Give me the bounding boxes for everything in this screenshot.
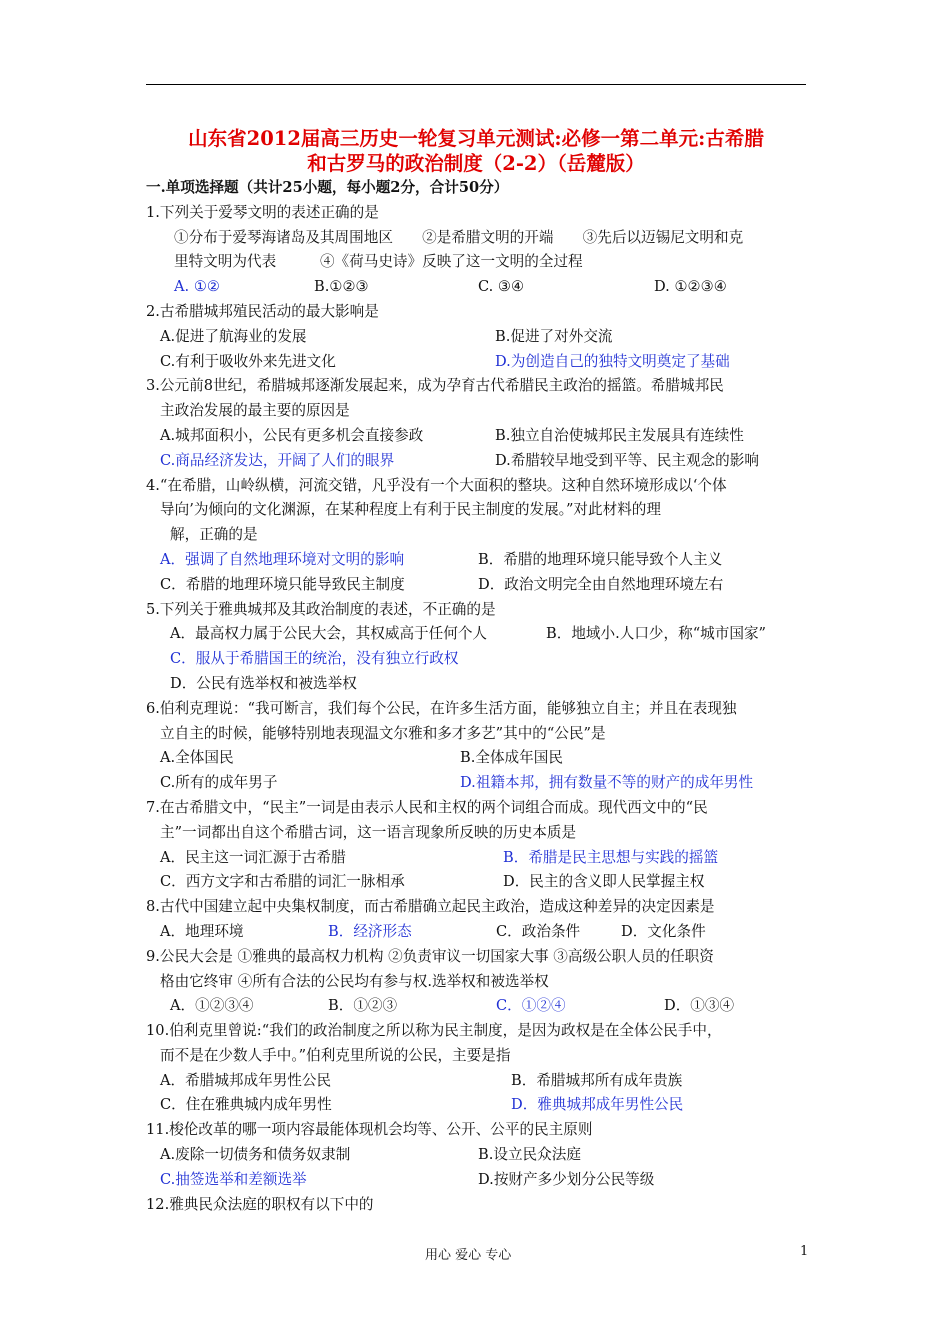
q6-option-c: C.所有的成年男子 xyxy=(160,774,278,792)
q3-stem-2: 主政治发展的最主要的原因是 xyxy=(160,402,350,420)
q1-stem: 1.下列关于爱琴文明的表述正确的是 xyxy=(146,203,379,221)
footer-text: 用心 爱心 专心 xyxy=(425,1248,512,1263)
q1-option-d: D. ①②③④ xyxy=(654,278,727,296)
q1-statement-1: ①分布于爱琴海诸岛及其周围地区 ②是希腊文明的开端 ③先后以迈锡尼文明和克 xyxy=(174,228,744,246)
q4-stem-3: 解，正确的是 xyxy=(170,526,258,544)
q4-option-c: C．希腊的地理环境只能导致民主制度 xyxy=(160,575,405,593)
q3-option-b: B.独立自治使城邦民主发展具有连续性 xyxy=(495,426,744,444)
q4-option-a: A．强调了自然地理环境对文明的影响 xyxy=(160,550,405,568)
q7-stem-2: 主”一词都出自这个希腊古词，这一语言现象所反映的历史本质是 xyxy=(160,823,577,841)
q9-option-b: B．①②③ xyxy=(328,997,398,1015)
q2-option-b: B.促进了对外交流 xyxy=(495,327,613,345)
q7-option-c: C．西方文字和古希腊的词汇一脉相承 xyxy=(160,873,405,891)
q7-options-row2 xyxy=(146,870,814,895)
q2-option-d: D.为创造自己的独特文明奠定了基础 xyxy=(495,352,730,370)
q9-options xyxy=(146,994,814,1019)
q2-option-a: A.促进了航海业的发展 xyxy=(160,327,307,345)
q3-option-c: C.商品经济发达，开阔了人们的眼界 xyxy=(160,451,395,469)
q5-option-d: D．公民有选举权和被选举权 xyxy=(170,674,357,692)
q3-option-d: D.希腊较早地受到平等、民主观念的影响 xyxy=(495,451,759,469)
q1-option-a: A. ①② xyxy=(174,278,220,296)
q3-stem-1: 3.公元前8世纪，希腊城邦逐渐发展起来，成为孕育古代希腊民主政治的摇篮。希腊城邦民 xyxy=(146,377,724,395)
q3-options-row2 xyxy=(146,449,814,474)
q7-options-row1 xyxy=(146,846,814,871)
q12-stem: 12.雅典民众法庭的职权有以下中的 xyxy=(146,1195,374,1213)
q4-options-row1 xyxy=(146,548,814,573)
q6-options-row1 xyxy=(146,746,814,771)
q11-option-c: C.抽签选举和差额选举 xyxy=(160,1170,307,1188)
q10-stem-2: 而不是在少数人手中。”伯利克里所说的公民，主要是指 xyxy=(160,1046,511,1064)
q5-option-c: C．服从于希腊国王的统治，没有独立行政权 xyxy=(170,650,459,668)
q10-options-row2 xyxy=(146,1093,814,1118)
page-number: 1 xyxy=(800,1244,809,1259)
q10-option-d: D．雅典城邦成年男性公民 xyxy=(511,1096,684,1114)
q10-stem-1: 10.伯利克里曾说:“我们的政治制度之所以称为民主制度，是因为政权是在全体公民手中， xyxy=(146,1022,722,1040)
q6-option-a: A.全体国民 xyxy=(160,749,234,767)
q6-stem-1: 6.伯利克理说：“我可断言，我们每个公民，在许多生活方面，能够独立自主；并且在表现独 xyxy=(146,699,737,717)
q11-options-row2 xyxy=(146,1168,814,1193)
section-heading: 一.单项选择题（共计25小题，每小题2分，合计50分） xyxy=(146,179,509,196)
q11-stem: 11.梭伦改革的哪一项内容最能体现机会均等、公开、公平的民主原则 xyxy=(146,1121,593,1139)
q5-options-row3 xyxy=(146,672,814,697)
question-list xyxy=(146,176,814,1217)
q11-option-a: A.废除一切债务和债务奴隶制 xyxy=(160,1146,351,1164)
q2-options-row1 xyxy=(146,325,814,350)
q5-option-b: B．地域小.人口少，称“城市国家” xyxy=(546,625,767,643)
q2-stem: 2.古希腊城邦殖民活动的最大影响是 xyxy=(146,302,379,320)
q5-options-row1 xyxy=(146,622,814,647)
q9-stem-1: 9.公民大会是 ①雅典的最高权力机构 ②负责审议一切国家大事 ③高级公职人员的任职资 xyxy=(146,947,714,965)
q4-option-d: D．政治文明完全由自然地理环境左右 xyxy=(478,575,724,593)
q7-stem-1: 7.在古希腊文中，“民主”一词是由表示人民和主权的两个词组合而成。现代西文中的“民 xyxy=(146,798,708,816)
q8-option-d: D．文化条件 xyxy=(621,922,706,940)
q8-option-b: B．经济形态 xyxy=(328,922,412,940)
q2-options-row2 xyxy=(146,350,814,375)
q1-options xyxy=(146,275,814,300)
q6-option-d: D.祖籍本邦，拥有数量不等的财产的成年男性 xyxy=(460,774,754,792)
header-rule xyxy=(146,84,806,85)
q8-options xyxy=(146,920,814,945)
q11-option-d: D.按财产多少划分公民等级 xyxy=(478,1170,655,1188)
q4-stem-2: 导向’为倾向的文化渊源，在某种程度上有利于民主制度的发展。”对此材料的理 xyxy=(160,501,661,519)
q4-options-row2 xyxy=(146,573,814,598)
q9-stem-2: 格由它终审 ④所有合法的公民均有参与权.选举权和被选举权 xyxy=(160,972,549,990)
q9-option-a: A．①②③④ xyxy=(170,997,254,1015)
title-line-2: 和古罗马的政治制度（2-2）（岳麓版） xyxy=(307,152,645,175)
q11-option-b: B.设立民众法庭 xyxy=(478,1146,581,1164)
q1-statement-2: 里特文明为代表 ④《荷马史诗》反映了这一文明的全过程 xyxy=(174,253,583,271)
q10-option-b: B．希腊城邦所有成年贵族 xyxy=(511,1071,683,1089)
q4-option-b: B．希腊的地理环境只能导致个人主义 xyxy=(478,550,723,568)
q9-option-c: C．①②④ xyxy=(496,997,566,1015)
q1-option-b: B.①②③ xyxy=(314,278,369,296)
q6-options-row2 xyxy=(146,771,814,796)
q8-option-a: A．地理环境 xyxy=(160,922,244,940)
q4-stem-1: 4.“在希腊，山岭纵横，河流交错，凡乎没有一个大面积的整块。这种自然环境形成以‘个体 xyxy=(146,476,727,494)
q5-options-row2 xyxy=(146,647,814,672)
q7-option-d: D．民主的含义即人民掌握主权 xyxy=(503,873,705,891)
q10-options-row1 xyxy=(146,1069,814,1094)
q3-options-row1 xyxy=(146,424,814,449)
q5-option-a: A．最高权力属于公民大会，其权威高于任何个人 xyxy=(170,625,488,643)
q6-option-b: B.全体成年国民 xyxy=(460,749,563,767)
q2-option-c: C.有利于吸收外来先进文化 xyxy=(160,352,336,370)
q11-options-row1 xyxy=(146,1143,814,1168)
q9-option-d: D．①③④ xyxy=(664,997,735,1015)
q3-option-a: A.城邦面积小，公民有更多机会直接参政 xyxy=(160,426,424,444)
q6-stem-2: 立自主的时候，能够特别地表现温文尔雅和多才多艺”其中的“公民”是 xyxy=(160,724,606,742)
q5-stem: 5.下列关于雅典城邦及其政治制度的表述，不正确的是 xyxy=(146,600,496,618)
q1-option-c: C. ③④ xyxy=(478,278,525,296)
q8-option-c: C．政治条件 xyxy=(496,922,581,940)
q8-stem: 8.古代中国建立起中央集权制度，而古希腊确立起民主政治，造成这种差异的决定因素是 xyxy=(146,898,715,916)
title-line-1: 山东省2012届高三历史一轮复习单元测试:必修一第二单元:古希腊 xyxy=(188,127,764,150)
page-title xyxy=(146,126,806,176)
q10-option-a: A．希腊城邦成年男性公民 xyxy=(160,1071,332,1089)
q7-option-b: B．希腊是民主思想与实践的摇篮 xyxy=(503,848,719,866)
q10-option-c: C．住在雅典城内成年男性 xyxy=(160,1096,332,1114)
q7-option-a: A．民主这一词汇源于古希腊 xyxy=(160,848,346,866)
